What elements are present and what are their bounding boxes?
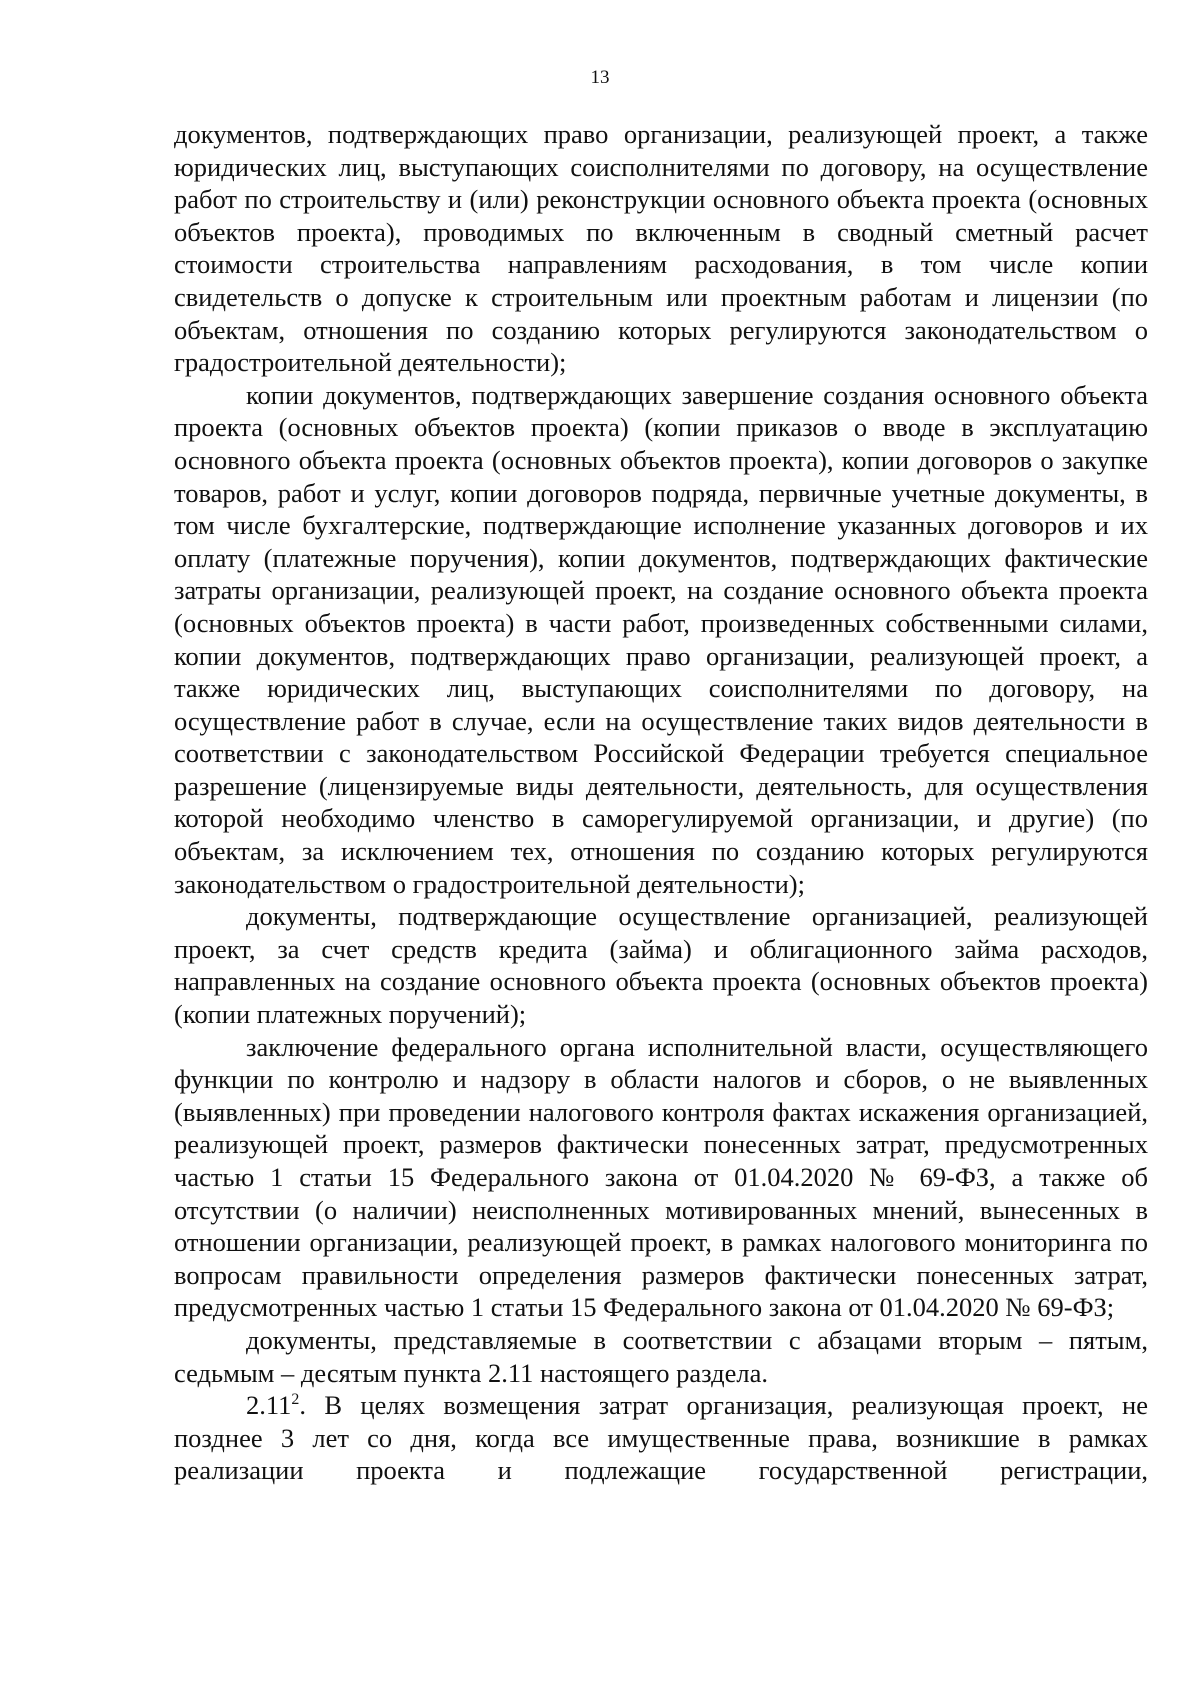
paragraph-referenced-documents: документы, представляемые в соответствии с абзацами вторым – пятым, седьмым – десятым пункта 2.11 настоящего раздела. bbox=[174, 1324, 1148, 1388]
clause-number: 2.11 bbox=[246, 1390, 292, 1421]
clause-superscript: 2 bbox=[291, 1391, 300, 1409]
page-number: 13 bbox=[590, 67, 610, 88]
paragraph-loan-expense-documents: документы, подтверждающие осуществление организацией, реализующей проект, за счет средств кредита (займа) и облигационного займа расходов, направленных на создание основного объекта проекта (основных объектов проекта) (копии платежных поручений); bbox=[174, 901, 1148, 1030]
paragraph-tax-authority-conclusion: заключение федерального органа исполнительной власти, осуществляющего функции по контролю и надзору в области налогов и сборов, о не выявленных (выявленных) при проведении налогового контроля фактах искажения организацией, реализующей проект, размеров фактически понесенных затрат, предусмотренных частью 1 статьи 15 Федерального закона от 01.04.2020 № 69-ФЗ, а также об отсутствии (о наличии) неисполненных мотивированных мнений, вынесенных в отношении организации, реализующей проект, в рамках налогового мониторинга по вопросам правильности определения размеров фактически понесенных затрат, предусмотренных частью 1 статьи 15 Федерального закона от 01.04.2020 № 69-ФЗ; bbox=[174, 1031, 1148, 1323]
paragraph-continued-documents: документов, подтверждающих право организации, реализующей проект, а также юридических лиц, выступающих соисполнителями по договору, на осуществление работ по строительству и (или) реконструкции основного объекта проекта (основных объектов проекта), проводимых по включенным в сводный сметный расчет стоимости строительства направлениям расходования, в том числе копии свидетельств о допуске к строительным или проектным работам и лицензии (по объектам, отношения по созданию которых регулируются законодательством о градостроительной деятельности); bbox=[174, 119, 1148, 378]
clause-text: . В целях возмещения затрат организация, реализующая проект, не позднее 3 лет со дня, когда все имущественные права, возникшие в рамках реализации проекта и подлежащие государственной регистрации, bbox=[174, 1390, 1148, 1486]
document-body bbox=[174, 118, 1148, 1487]
paragraph-clause-2-11-2 bbox=[174, 1389, 1148, 1487]
paragraph-completion-documents: копии документов, подтверждающих завершение создания основного объекта проекта (основных объектов проекта) (копии приказов о вводе в эксплуатацию основного объекта проекта (основных объектов проекта), копии договоров о закупке товаров, работ и услуг, копии договоров подряда, первичные учетные документы, в том числе бухгалтерские, подтверждающие исполнение указанных договоров и их оплату (платежные поручения), копии документов, подтверждающих фактические затраты организации, реализующей проект, на создание основного объекта проекта (основных объектов проекта) в части работ, произведенных собственными силами, копии документов, подтверждающих право организации, реализующей проект, а также юридических лиц, выступающих соисполнителями по договору, на осуществление работ в случае, если на осуществление таких видов деятельности в соответствии с законодательством Российской Федерации требуется специальное разрешение (лицензируемые виды деятельности, деятельность, для осуществления которой необходимо членство в саморегулируемой организации, и другие) (по объектам, за исключением тех, отношения по созданию которых регулируются законодательством о градостроительной деятельности); bbox=[174, 379, 1148, 899]
